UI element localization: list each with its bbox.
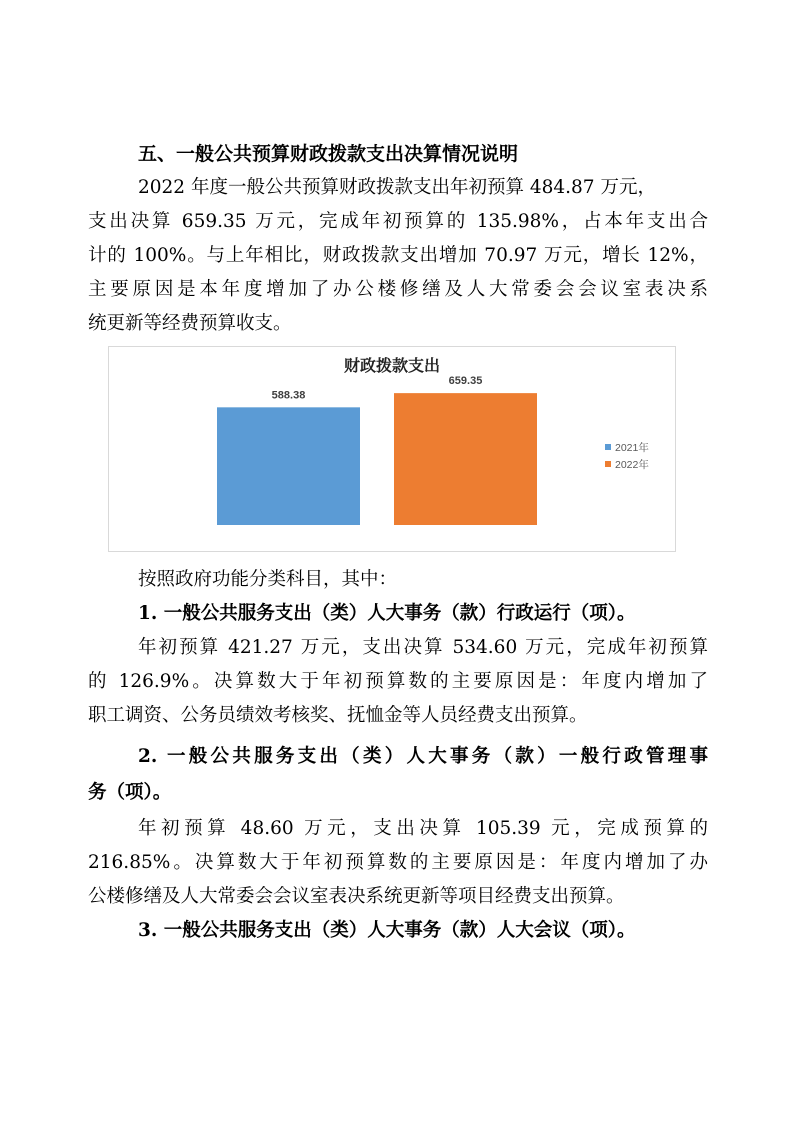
item1-line-1: 年初预算 421.27 万元，支出决算 534.60 万元，完成年初预算 — [138, 637, 708, 658]
data-label-2022年: 659.35 — [448, 375, 483, 388]
para1-line-2: 支出决算 659.35 万元，完成年初预算的 135.98%，占本年支出合 — [88, 211, 708, 232]
para1-line-4: 主要原因是本年度增加了办公楼修缮及人大常委会会议室表决系 — [88, 279, 708, 300]
item1-line-2: 的 126.9%。决算数大于年初预算数的主要原因是：年度内增加了 — [88, 671, 708, 692]
item2-line-2: 216.85%。决算数大于年初预算数的主要原因是：年度内增加了办 — [88, 852, 708, 873]
data-label-2021年: 588.38 — [271, 389, 306, 402]
item3-title: 3. 一般公共服务支出（类）人大事务（款）人大会议（项）。 — [138, 920, 636, 941]
item2-line-3: 公楼修缮及人大常委会会议室表决系统更新等项目经费支出预算。 — [88, 886, 625, 907]
section-heading: 五、一般公共预算财政拨款支出决算情况说明 — [138, 143, 519, 165]
chart-legend — [605, 441, 649, 471]
para1-line-1: 2022 年度一般公共预算财政拨款支出年初预算 484.87 万元， — [138, 177, 656, 198]
item2-title-line-1: 2. 一般公共服务支出（类）人大事务（款）一般行政管理事 — [138, 746, 708, 767]
para1-line-5: 统更新等经费预算收支。 — [88, 313, 292, 334]
chart-title: 财政拨款支出 — [343, 356, 441, 375]
legend-swatch-2021年 — [605, 444, 611, 450]
legend-label-2021年: 2021年 — [615, 442, 649, 454]
classification-intro: 按照政府功能分类科目，其中： — [138, 569, 398, 590]
chart-svg — [109, 347, 675, 551]
expenditure-chart — [108, 346, 676, 552]
bar-2021年 — [217, 407, 360, 525]
legend-label-2022年: 2022年 — [615, 459, 649, 471]
bars-group — [217, 375, 537, 525]
bar-2022年 — [394, 393, 537, 525]
item2-line-1: 年初预算 48.60 万元，支出决算 105.39 元，完成预算的 — [138, 818, 708, 839]
para1-line-3: 计的 100%。与上年相比，财政拨款支出增加 70.97 万元，增长 12%， — [88, 245, 708, 266]
legend-swatch-2022年 — [605, 461, 611, 467]
item2-title-line-2: 务（项）。 — [88, 782, 172, 803]
item1-title: 1. 一般公共服务支出（类）人大事务（款）行政运行（项）。 — [138, 603, 636, 624]
item1-line-3: 职工调资、公务员绩效考核奖、抚恤金等人员经费支出预算。 — [88, 705, 588, 726]
